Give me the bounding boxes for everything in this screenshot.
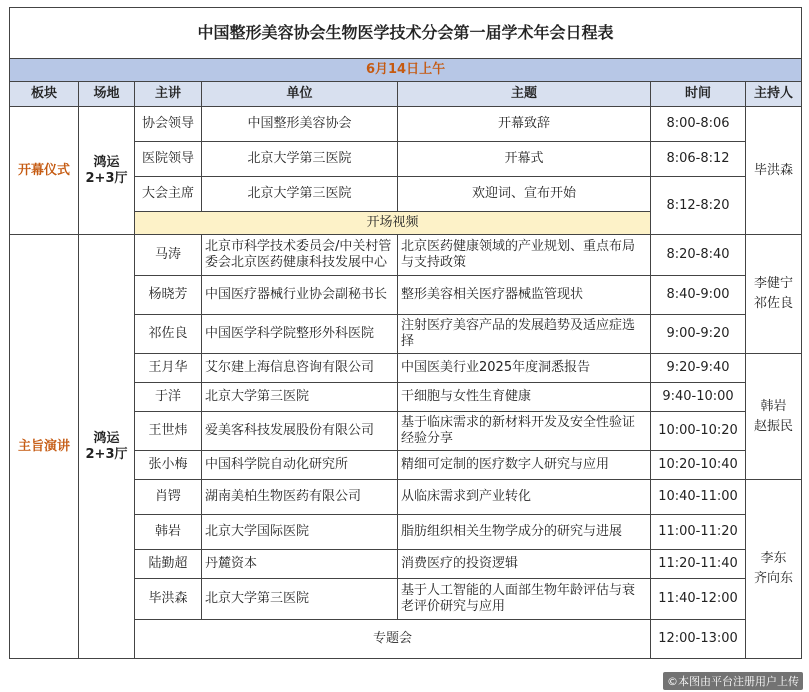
speaker-cell: 祁佐良 xyxy=(135,315,202,354)
host-group-2: 韩岩 赵振民 xyxy=(746,354,802,480)
speaker-cell: 陆勤超 xyxy=(135,550,202,579)
header-section: 板块 xyxy=(10,82,79,107)
time-cell: 11:40-12:00 xyxy=(651,579,746,620)
org-cell: 北京大学第三医院 xyxy=(202,383,398,412)
special-session: 专题会 xyxy=(135,620,651,659)
host-group-3: 李东 齐向东 xyxy=(746,480,802,659)
header-host: 主持人 xyxy=(746,82,802,107)
org-cell: 北京市科学技术委员会/中关村管委会北京医药健康科技发展中心 xyxy=(202,235,398,276)
time-cell: 8:00-8:06 xyxy=(651,107,746,142)
header-org: 单位 xyxy=(202,82,398,107)
org-cell: 爱美客科技发展股份有限公司 xyxy=(202,412,398,451)
topic-cell: 欢迎词、宣布开始 xyxy=(398,177,651,212)
table-row xyxy=(10,107,802,142)
time-cell: 12:00-13:00 xyxy=(651,620,746,659)
org-cell: 中国整形美容协会 xyxy=(202,107,398,142)
header-speaker: 主讲 xyxy=(135,82,202,107)
topic-cell: 干细胞与女性生育健康 xyxy=(398,383,651,412)
topic-cell: 精细可定制的医疗数字人研究与应用 xyxy=(398,451,651,480)
date-banner: 6月14日上午 xyxy=(10,59,802,82)
org-cell: 丹麓资本 xyxy=(202,550,398,579)
time-cell: 9:20-9:40 xyxy=(651,354,746,383)
time-cell: 11:00-11:20 xyxy=(651,515,746,550)
org-cell: 湖南美柏生物医药有限公司 xyxy=(202,480,398,515)
speaker-cell: 杨晓芳 xyxy=(135,276,202,315)
org-cell: 艾尔建上海信息咨询有限公司 xyxy=(202,354,398,383)
speaker-cell: 协会领导 xyxy=(135,107,202,142)
org-cell: 北京大学第三医院 xyxy=(202,177,398,212)
opening-video: 开场视频 xyxy=(135,212,651,235)
speaker-cell: 王世炜 xyxy=(135,412,202,451)
header-venue: 场地 xyxy=(79,82,135,107)
speaker-cell: 毕洪森 xyxy=(135,579,202,620)
time-cell: 9:40-10:00 xyxy=(651,383,746,412)
topic-cell: 消费医疗的投资逻辑 xyxy=(398,550,651,579)
org-cell: 北京大学第三医院 xyxy=(202,142,398,177)
time-cell: 8:40-9:00 xyxy=(651,276,746,315)
topic-cell: 整形美容相关医疗器械监管现状 xyxy=(398,276,651,315)
venue-keynote: 鸿运 2+3厅 xyxy=(79,235,135,659)
topic-cell: 脂肪组织相关生物学成分的研究与进展 xyxy=(398,515,651,550)
speaker-cell: 韩岩 xyxy=(135,515,202,550)
topic-cell: 基于临床需求的新材料开发及安全性验证经验分享 xyxy=(398,412,651,451)
speaker-cell: 医院领导 xyxy=(135,142,202,177)
topic-cell: 北京医药健康领域的产业规划、重点布局与支持政策 xyxy=(398,235,651,276)
speaker-cell: 王月华 xyxy=(135,354,202,383)
speaker-cell: 于洋 xyxy=(135,383,202,412)
host-opening: 毕洪森 xyxy=(746,107,802,235)
speaker-cell: 肖锷 xyxy=(135,480,202,515)
header-time: 时间 xyxy=(651,82,746,107)
org-cell: 中国医学科学院整形外科医院 xyxy=(202,315,398,354)
venue-opening: 鸿运 2+3厅 xyxy=(79,107,135,235)
time-cell: 9:00-9:20 xyxy=(651,315,746,354)
time-cell: 8:20-8:40 xyxy=(651,235,746,276)
time-cell: 8:12-8:20 xyxy=(651,177,746,235)
org-cell: 中国医疗器械行业协会副秘书长 xyxy=(202,276,398,315)
page-title: 中国整形美容协会生物医学技术分会第一届学术年会日程表 xyxy=(10,8,802,59)
time-cell: 11:20-11:40 xyxy=(651,550,746,579)
host-group-1: 李健宁 祁佐良 xyxy=(746,235,802,354)
section-keynote: 主旨演讲 xyxy=(10,235,79,659)
topic-cell: 开幕式 xyxy=(398,142,651,177)
topic-cell: 注射医疗美容产品的发展趋势及适应症选择 xyxy=(398,315,651,354)
speaker-cell: 马涛 xyxy=(135,235,202,276)
header-row xyxy=(10,82,802,107)
time-cell: 8:06-8:12 xyxy=(651,142,746,177)
org-cell: 中国科学院自动化研究所 xyxy=(202,451,398,480)
header-topic: 主题 xyxy=(398,82,651,107)
time-cell: 10:00-10:20 xyxy=(651,412,746,451)
org-cell: 北京大学国际医院 xyxy=(202,515,398,550)
time-cell: 10:40-11:00 xyxy=(651,480,746,515)
speaker-cell: 张小梅 xyxy=(135,451,202,480)
table-row xyxy=(10,235,802,276)
speaker-cell: 大会主席 xyxy=(135,177,202,212)
topic-cell: 从临床需求到产业转化 xyxy=(398,480,651,515)
topic-cell: 开幕致辞 xyxy=(398,107,651,142)
topic-cell: 中国医美行业2025年度洞悉报告 xyxy=(398,354,651,383)
time-cell: 10:20-10:40 xyxy=(651,451,746,480)
watermark: ©本图由平台注册用户上传 xyxy=(663,672,803,690)
section-opening: 开幕仪式 xyxy=(10,107,79,235)
schedule-table xyxy=(9,7,802,659)
topic-cell: 基于人工智能的人面部生物年龄评估与衰老评价研究与应用 xyxy=(398,579,651,620)
org-cell: 北京大学第三医院 xyxy=(202,579,398,620)
